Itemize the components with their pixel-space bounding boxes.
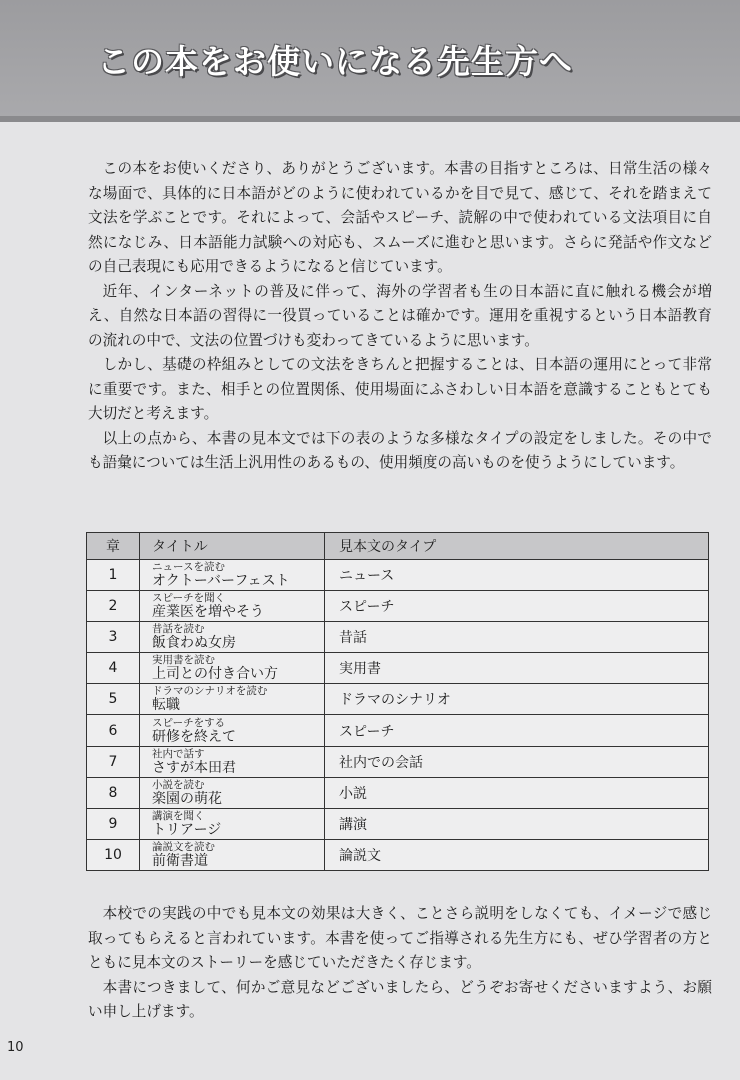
chapter-title-cell [140, 622, 325, 653]
chapter-subtitle: 昔話を読む [152, 623, 205, 636]
chapter-title-cell [140, 777, 325, 808]
table-row [87, 808, 709, 839]
chapter-title: 上司との付き合い方 [152, 666, 278, 683]
page-number: 10 [7, 1040, 24, 1055]
intro-paragraph: 以上の点から、本書の見本文では下の表のような多様なタイプの設定をしました。その中でも語彙については生活上汎用性のあるもの、使用頻度の高いものを使うようにしています。 [88, 429, 712, 471]
chapter-number: 5 [87, 684, 140, 715]
outro-paragraph: 本書につきまして、何かご意見などございましたら、どうぞお寄せくださいますよう、お願い申し上げます。 [88, 978, 712, 1020]
chapter-subtitle: 実用書を読む [152, 654, 215, 667]
chapter-number: 2 [87, 591, 140, 622]
table-row [87, 839, 709, 870]
chapter-title-cell [140, 684, 325, 715]
chapter-title: トリアージ [152, 821, 222, 838]
outro-text [88, 902, 712, 1025]
chapter-subtitle: 論説文を読む [152, 840, 215, 853]
sample-type: 実用書 [325, 653, 709, 684]
table-row [87, 746, 709, 777]
intro-paragraph: この本をお使いくださり、ありがとうございます。本書の目指すところは、日常生活の様々な場面で、具体的に日本語がどのように使われているかを目で見て、感じて、それを踏まえて文法を学ぶことです。それによって、会話やスピーチ、読解の中で使われている文法項目に自然になじみ、日本語能力試験への対応も、スムーズに進むと思います。さらに発話や作文などの自己表現にも応用できるようになると信じています。 [88, 160, 712, 275]
table-row [87, 653, 709, 684]
chapter-title-cell [140, 808, 325, 839]
chapter-number: 9 [87, 808, 140, 839]
chapter-number: 4 [87, 653, 140, 684]
column-header-type: 見本文のタイプ [325, 533, 709, 560]
page-header-band [0, 0, 740, 122]
chapter-subtitle: スピーチをする [152, 716, 226, 729]
chapter-title: 飯食わぬ女房 [152, 635, 236, 652]
chapter-number: 1 [87, 560, 140, 591]
table-row [87, 684, 709, 715]
chapter-number: 10 [87, 839, 140, 870]
chapter-title: 楽園の萌花 [152, 790, 222, 807]
chapter-title: さすが本田君 [152, 759, 236, 776]
chapter-title: オクトーバーフェスト [152, 573, 290, 590]
chapter-title: 産業医を増やそう [152, 604, 264, 621]
chapter-number: 3 [87, 622, 140, 653]
intro-text [88, 157, 712, 476]
sample-type: 社内での会話 [325, 746, 709, 777]
sample-type: ニュース [325, 560, 709, 591]
chapter-title-cell [140, 591, 325, 622]
chapter-number: 6 [87, 715, 140, 746]
sample-type: 論説文 [325, 839, 709, 870]
outro-paragraph: 本校での実践の中でも見本文の効果は大きく、ことさら説明をしなくても、イメージで感じ取ってもらえると言われています。本書を使ってご指導される先生方にも、ぜひ学習者の方とともに見本文のストーリーを感じていただきたく存じます。 [88, 905, 712, 971]
chapter-subtitle: 社内で話す [152, 747, 205, 760]
chapter-subtitle: ドラマのシナリオを読む [152, 685, 268, 698]
sample-text-types-table [86, 532, 709, 871]
chapter-title-cell [140, 715, 325, 746]
chapter-title-cell [140, 560, 325, 591]
chapter-number: 8 [87, 777, 140, 808]
intro-paragraph: しかし、基礎の枠組みとしての文法をきちんと把握することは、日本語の運用にとって非常に重要です。また、相手との位置関係、使用場面にふさわしい日本語を意識することもとても大切だと考えます。 [88, 356, 712, 422]
sample-type: ドラマのシナリオ [325, 684, 709, 715]
chapter-title-cell [140, 653, 325, 684]
chapter-subtitle: 小説を読む [152, 778, 205, 791]
sample-type: 昔話 [325, 622, 709, 653]
chapter-title: 転職 [152, 697, 180, 714]
chapter-subtitle: スピーチを聞く [152, 592, 226, 605]
chapter-title: 前衛書道 [152, 852, 208, 869]
table-row [87, 622, 709, 653]
column-header-title: タイトル [140, 533, 325, 560]
column-header-chapter: 章 [87, 533, 140, 560]
page-title: この本をお使いになる先生方へ [97, 42, 573, 81]
table-row [87, 591, 709, 622]
table-row [87, 560, 709, 591]
table-row [87, 777, 709, 808]
sample-type: 小説 [325, 777, 709, 808]
sample-type: スピーチ [325, 715, 709, 746]
table-header-row [87, 533, 709, 560]
table-row [87, 715, 709, 746]
chapter-subtitle: 講演を聞く [152, 809, 205, 822]
sample-type: 講演 [325, 808, 709, 839]
chapter-number: 7 [87, 746, 140, 777]
chapter-title-cell [140, 839, 325, 870]
chapter-title-cell [140, 746, 325, 777]
chapter-title: 研修を終えて [152, 728, 236, 745]
intro-paragraph: 近年、インターネットの普及に伴って、海外の学習者も生の日本語に直に触れる機会が増え、自然な日本語の習得に一役買っていることは確かです。運用を重視するという日本語教育の流れの中で、文法の位置づけも変わってきているように思います。 [88, 282, 712, 349]
chapter-subtitle: ニュースを読む [152, 561, 225, 574]
sample-type: スピーチ [325, 591, 709, 622]
